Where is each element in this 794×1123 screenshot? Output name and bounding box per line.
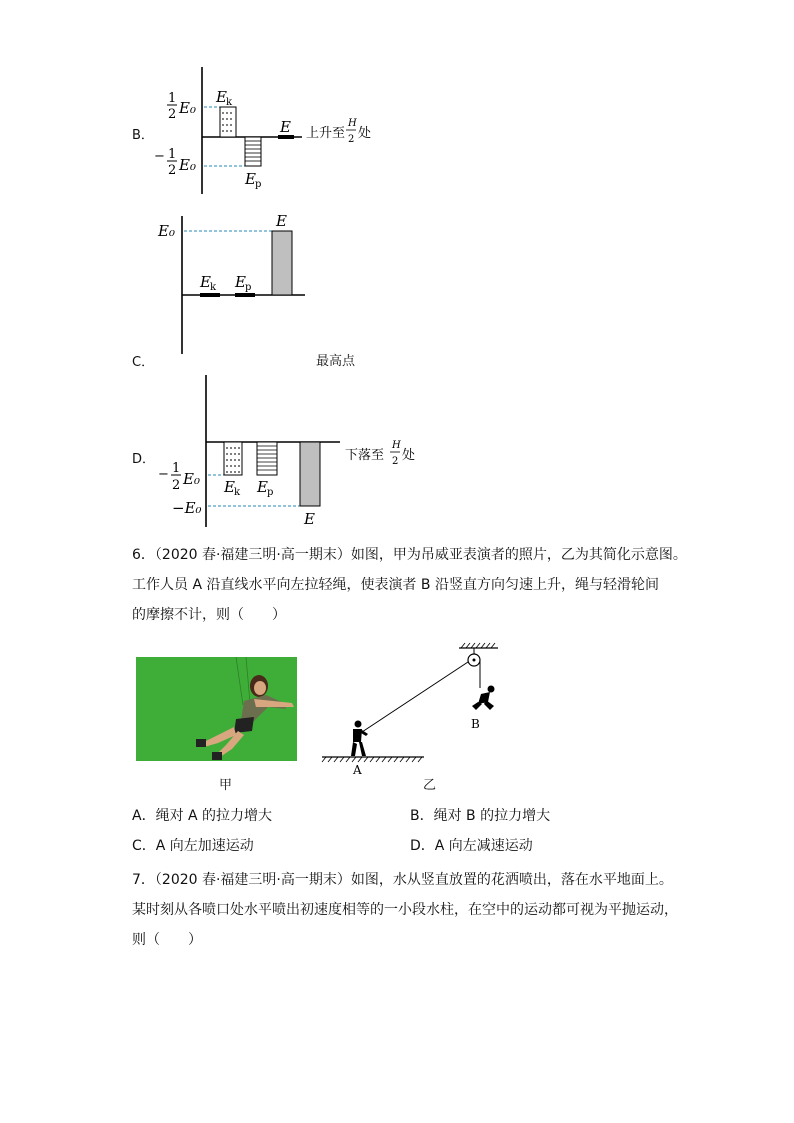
rope-slant <box>362 662 468 732</box>
label-b: B <box>471 717 480 731</box>
performer-photo <box>136 657 297 761</box>
option-c-letter: C． <box>132 355 155 370</box>
option-b-chart <box>150 62 400 202</box>
option-b-ep-label: E <box>245 170 256 188</box>
svg-text:2: 2 <box>168 163 177 178</box>
option-b-letter: B． <box>132 128 154 143</box>
option-d-e-label: E <box>304 510 315 528</box>
question-7 <box>132 865 692 955</box>
svg-text:2: 2 <box>172 478 181 493</box>
q6-answer-c[interactable]: C．A 向左加速运动 <box>132 838 254 854</box>
option-b-ep-sub: p <box>255 179 262 190</box>
option-d-chart <box>150 372 440 530</box>
q6-answer-a[interactable]: A．绳对 A 的拉力增大 <box>132 808 273 824</box>
option-d-ep-label: E <box>257 478 268 496</box>
svg-text:1: 1 <box>168 91 177 106</box>
option-b-caption-num: H <box>348 118 357 129</box>
q6-answer-d[interactable]: D．A 向左减速运动 <box>410 838 533 854</box>
worker-a <box>351 721 368 757</box>
option-b-caption-pre: 上升至 <box>306 126 346 141</box>
option-c-ep-label: E <box>235 273 246 291</box>
performer-b <box>472 686 495 711</box>
question-7-line-2: 某时刻从各喷口处水平喷出初速度相等的一小段水柱，在空中的运动都可视为平抛运动， <box>132 902 678 918</box>
option-b-neg-half-e0: E₀ <box>179 156 196 174</box>
option-c-ek-label: E <box>200 273 211 291</box>
option-c-e-label: E <box>276 212 287 230</box>
option-c-ep-sub: p <box>245 282 252 293</box>
option-b-caption-post: 处 <box>358 126 372 141</box>
option-d-neg-e0: −E₀ <box>172 499 202 517</box>
question-6 <box>132 540 692 630</box>
option-d-caption-pre: 下落至 <box>345 448 385 463</box>
option-c-e0: E₀ <box>158 222 175 240</box>
option-b-e-label: E <box>280 118 291 136</box>
question-6-line-2: 工作人员 A 沿直线水平向左拉轻绳，使表演者 B 沿竖直方向匀速上升，绳与轻滑轮间 <box>132 577 659 593</box>
question-6-line-3: 的摩擦不计，则（ ） <box>132 607 286 623</box>
option-d-ek-sub: k <box>234 487 241 498</box>
option-b-half-e0: E₀ <box>179 99 196 117</box>
option-d-ep-sub: p <box>267 487 274 498</box>
question-7-line-1: 7．（2020 春·福建三明·高一期末）如图，水从竖直放置的花洒喷出，落在水平地面上。 <box>132 872 673 888</box>
question-7-line-3: 则（ ） <box>132 932 202 948</box>
option-d-neg-half-e0: E₀ <box>183 470 200 488</box>
figure-jia-label: 甲 <box>219 778 233 793</box>
option-d-caption-post: 处 <box>402 448 416 463</box>
label-a: A <box>353 763 362 777</box>
option-d-ek-label: E <box>224 478 235 496</box>
pulley-diagram <box>318 642 508 780</box>
option-d-caption-den: 2 <box>392 456 399 467</box>
option-c-chart <box>150 212 320 358</box>
svg-text:2: 2 <box>168 107 177 122</box>
svg-text:−: − <box>154 149 165 164</box>
svg-text:1: 1 <box>172 461 181 476</box>
question-6-line-1: 6．（2020 春·福建三明·高一期末）如图，甲为吊威亚表演者的照片，乙为其简化示意图。 <box>132 547 687 563</box>
option-c-caption: 最高点 <box>316 354 356 369</box>
option-d-caption-num: H <box>392 440 401 451</box>
q6-answer-b[interactable]: B．绳对 B 的拉力增大 <box>410 808 551 824</box>
figure-yi-label: 乙 <box>423 778 437 793</box>
option-c-ek-sub: k <box>210 282 217 293</box>
svg-text:−: − <box>158 467 169 482</box>
option-b-ek-sub: k <box>226 97 233 108</box>
svg-text:1: 1 <box>168 147 177 162</box>
option-b-ek-label: E <box>216 88 227 106</box>
option-d-letter: D． <box>132 452 156 467</box>
performer-figure <box>136 657 297 761</box>
option-b-caption-den: 2 <box>348 134 355 145</box>
